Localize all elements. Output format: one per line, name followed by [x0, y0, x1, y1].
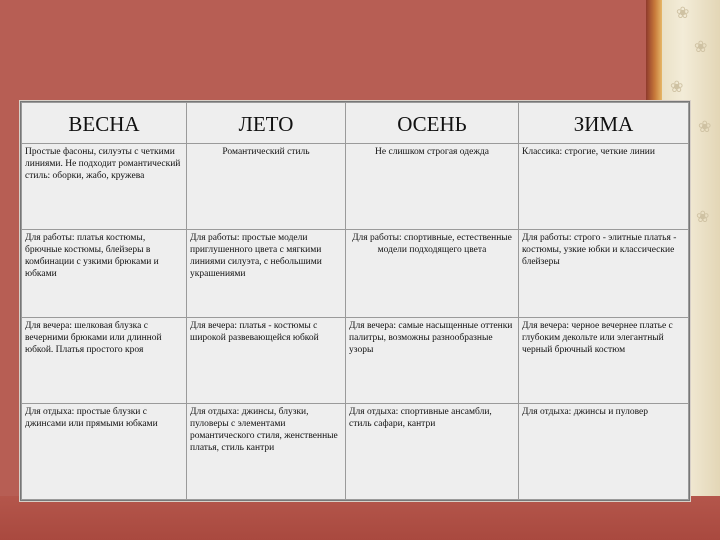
bottom-band: [0, 496, 720, 540]
table-header-row: [22, 103, 689, 144]
header-autumn: ОСЕНЬ: [346, 103, 519, 144]
table-cell: Для отдыха: спортивные ансамбли, стиль сафари, кантри: [346, 404, 519, 500]
seasons-table-grid: [21, 102, 689, 500]
table-cell: Для работы: простые модели приглушенного цвета с мягкими линиями силуэта, с небольшими украшениями: [187, 230, 346, 318]
table-cell: Для вечера: платья - костюмы с широкой развевающейся юбкой: [187, 318, 346, 404]
flower-icon: ❀: [694, 39, 708, 56]
table-row: [22, 404, 689, 500]
table-cell: Для работы: спортивные, естественные модели подходящего цвета: [346, 230, 519, 318]
table-cell: Для работы: платья костюмы, брючные костюмы, блейзеры в комбинации с узкими брюками и юбками: [22, 230, 187, 318]
table-cell: Романтический стиль: [187, 144, 346, 230]
table-cell: Для отдыха: джинсы и пуловер: [519, 404, 689, 500]
table-cell: Для вечера: шелковая блузка с вечерними брюками или длинной юбкой. Платья простого кроя: [22, 318, 187, 404]
table-cell: Для вечера: самые насыщенные оттенки палитры, возможны разнообразные узоры: [346, 318, 519, 404]
table-cell: Классика: строгие, четкие линии: [519, 144, 689, 230]
table-row: [22, 144, 689, 230]
header-summer: ЛЕТО: [187, 103, 346, 144]
header-spring: ВЕСНА: [22, 103, 187, 144]
table-cell: Не слишком строгая одежда: [346, 144, 519, 230]
flower-icon: ❀: [676, 5, 690, 22]
flower-icon: ❀: [696, 209, 710, 226]
header-winter: ЗИМА: [519, 103, 689, 144]
table-cell: Для отдыха: простые блузки с джинсами или прямыми юбками: [22, 404, 187, 500]
seasons-table: [20, 101, 690, 501]
table-cell: Для вечера: черное вечернее платье с глубоким декольте или элегантный черный брючный костюм: [519, 318, 689, 404]
table-row: [22, 318, 689, 404]
table-cell: Для отдыха: джинсы, блузки, пуловеры с элементами романтического стиля, женственные платья, стиль кантри: [187, 404, 346, 500]
flower-icon: ❀: [670, 79, 684, 96]
flower-icon: ❀: [698, 119, 712, 136]
table-cell: Простые фасоны, силуэты с четкими линиями. Не подходит романтический стиль: оборки, жабо, кружева: [22, 144, 187, 230]
table-cell: Для работы: строго - элитные платья - костюмы, узкие юбки и классические блейзеры: [519, 230, 689, 318]
table-row: [22, 230, 689, 318]
